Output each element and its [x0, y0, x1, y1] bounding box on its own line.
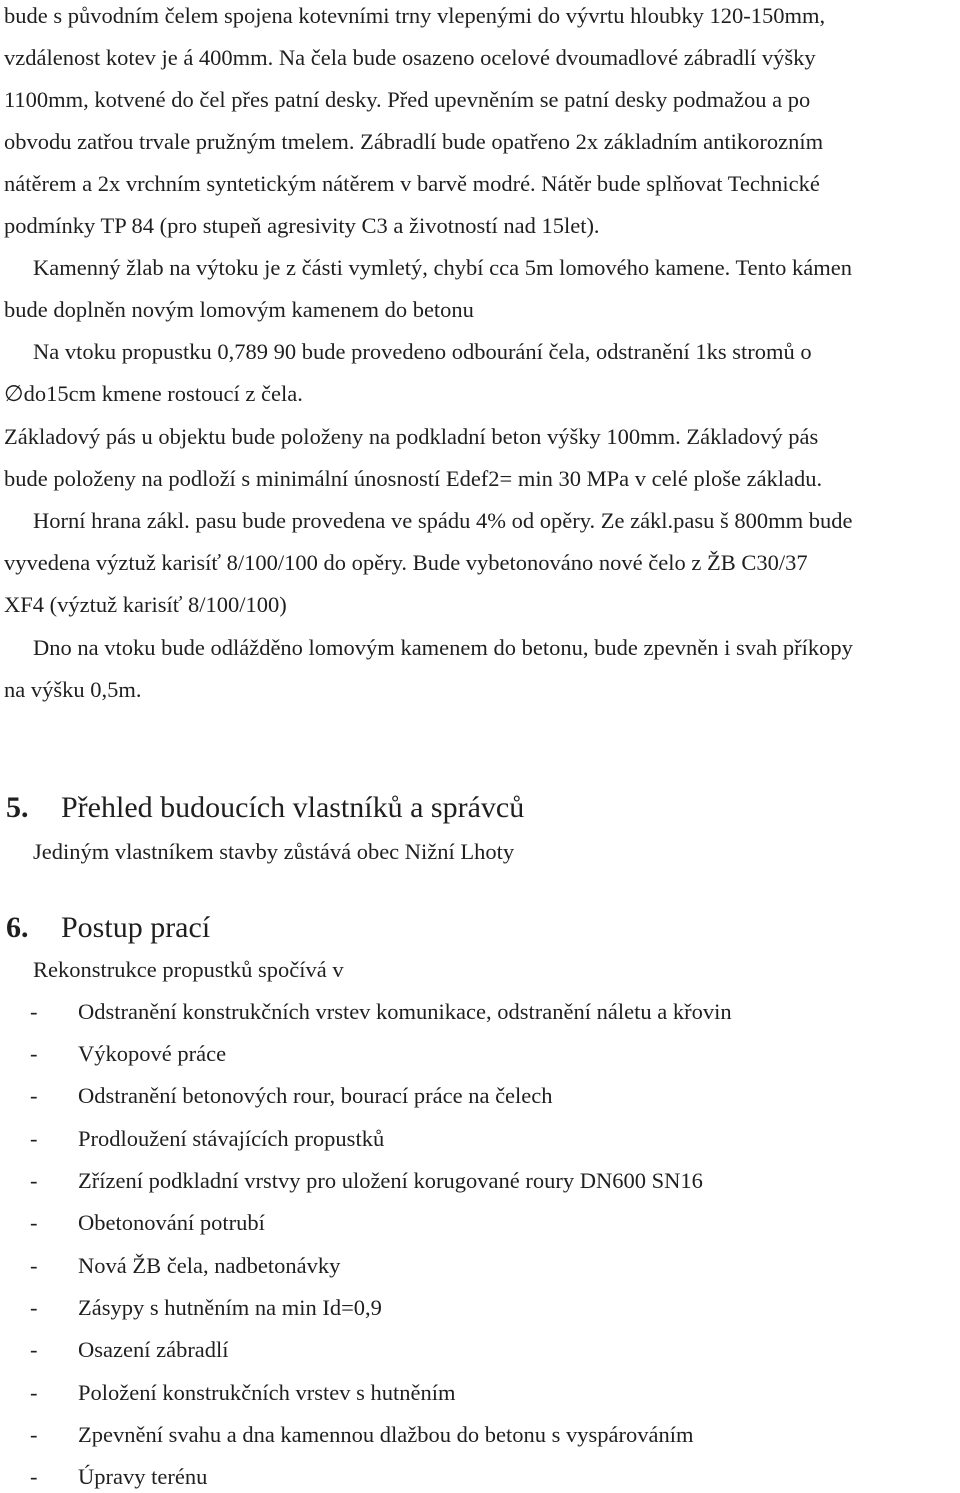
section-5-heading — [6, 790, 524, 826]
section-title: Postup prací — [61, 911, 211, 944]
list-item-text: Výkopové práce — [78, 1041, 227, 1066]
list-dash: - — [30, 1380, 38, 1405]
list-item — [30, 1040, 226, 1068]
list-item-text: Osazení zábradlí — [78, 1337, 229, 1362]
section-6-intro: Rekonstrukce propustků spočívá v — [33, 957, 344, 982]
section-6-heading — [6, 910, 210, 946]
list-item — [30, 1082, 553, 1110]
body-line: obvodu zatřou trvale pružným tmelem. Zábradlí bude opatřeno 2x základním antikorozním — [4, 129, 824, 154]
body-line: 1100mm, kotvené do čel přes patní desky. Před upevněním se patní desky podmažou a po — [4, 87, 811, 112]
list-item-text: Odstranění betonových rour, bourací práce na čelech — [78, 1083, 553, 1108]
list-item-text: Zásypy s hutněním na min Id=0,9 — [78, 1295, 382, 1320]
list-dash: - — [30, 1464, 38, 1489]
body-line: bude doplněn novým lomovým kamenem do betonu — [4, 297, 474, 322]
section-number: 5. — [6, 791, 29, 824]
list-dash: - — [30, 1337, 38, 1362]
body-line: Kamenný žlab na výtoku je z části vymletý, chybí cca 5m lomového kamene. Tento kámen — [33, 255, 853, 280]
list-dash: - — [30, 1083, 38, 1108]
body-line: XF4 (výztuž karisíť 8/100/100) — [4, 592, 287, 617]
list-item — [30, 1421, 693, 1449]
body-line: bude položeny na podloží s minimální únosností Edef2= min 30 MPa v celé ploše základu. — [4, 466, 823, 491]
list-dash: - — [30, 1295, 38, 1320]
list-item — [30, 1294, 382, 1322]
list-item — [30, 1125, 384, 1153]
list-item-text: Odstranění konstrukčních vrstev komunikace, odstranění náletu a křovin — [78, 999, 732, 1024]
list-dash: - — [30, 1422, 38, 1447]
list-item-text: Prodloužení stávajících propustků — [78, 1126, 385, 1151]
body-line: podmínky TP 84 (pro stupeň agresivity C3 a životností nad 15let). — [4, 213, 600, 238]
list-item — [30, 1379, 455, 1407]
list-dash: - — [30, 1168, 38, 1193]
body-line: nátěrem a 2x vrchním syntetickým nátěrem v barvě modré. Nátěr bude splňovat Technické — [4, 171, 820, 196]
body-line: Na vtoku propustku 0,789 90 bude provedeno odbourání čela, odstranění 1ks stromů o — [33, 339, 812, 364]
list-item — [30, 1336, 229, 1364]
list-item — [30, 1209, 265, 1237]
body-line: vzdálenost kotev je á 400mm. Na čela bude osazeno ocelové dvoumadlové zábradlí výšky — [4, 45, 816, 70]
list-item-text: Zpevnění svahu a dna kamennou dlažbou do betonu s vyspárováním — [78, 1422, 694, 1447]
list-item-text: Obetonování potrubí — [78, 1210, 265, 1235]
list-item — [30, 998, 732, 1026]
body-line: vyvedena výztuž karisíť 8/100/100 do opěry. Bude vybetonováno nové čelo z ŽB C30/37 — [4, 550, 808, 575]
list-dash: - — [30, 1253, 38, 1278]
list-item — [30, 1252, 340, 1280]
body-line: ∅do15cm kmene rostoucí z čela. — [4, 381, 303, 406]
body-line: Základový pás u objektu bude položeny na podkladní beton výšky 100mm. Základový pás — [4, 424, 819, 449]
list-dash: - — [30, 999, 38, 1024]
section-title: Přehled budoucích vlastníků a správců — [61, 791, 525, 824]
list-dash: - — [30, 1210, 38, 1235]
body-line: na výšku 0,5m. — [4, 677, 142, 702]
body-line: bude s původním čelem spojena kotevními trny vlepenými do vývrtu hloubky 120-150mm, — [4, 3, 826, 28]
body-line: Dno na vtoku bude odlážděno lomovým kamenem do betonu, bude zpevněn i svah příkopy — [33, 635, 853, 660]
list-item-text: Zřízení podkladní vrstvy pro uložení korugované roury DN600 SN16 — [78, 1168, 703, 1193]
list-item-text: Položení konstrukčních vrstev s hutněním — [78, 1380, 456, 1405]
list-dash: - — [30, 1126, 38, 1151]
section-number: 6. — [6, 911, 29, 944]
list-item-text: Nová ŽB čela, nadbetonávky — [78, 1253, 341, 1278]
list-item — [30, 1167, 703, 1195]
section-5-text: Jediným vlastníkem stavby zůstává obec Nižní Lhoty — [33, 839, 515, 864]
body-line: Horní hrana zákl. pasu bude provedena ve spádu 4% od opěry. Ze zákl.pasu š 800mm bude — [33, 508, 853, 533]
list-item-text: Úpravy terénu — [78, 1464, 208, 1489]
list-dash: - — [30, 1041, 38, 1066]
list-item — [30, 1463, 207, 1491]
